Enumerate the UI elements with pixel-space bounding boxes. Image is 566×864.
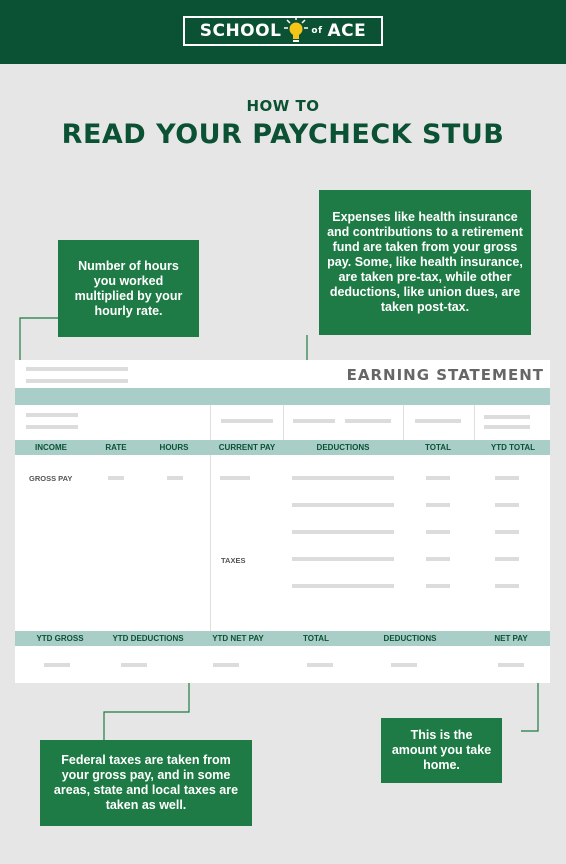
col-income: INCOME [35, 443, 67, 452]
col-footer-total: TOTAL [303, 634, 329, 643]
callout-taxes: Federal taxes are taken from your gross pay, and in some areas, state and local taxes are taken as well. [40, 740, 252, 826]
col-total: TOTAL [425, 443, 451, 452]
logo-of: of [311, 26, 323, 36]
stub-title: EARNING STATEMENT [346, 366, 544, 384]
footer-header-bar [15, 631, 550, 646]
col-ytd-deductions: YTD DEDUCTIONS [112, 634, 184, 643]
col-hours: HOURS [159, 443, 189, 452]
logo-ace: ACE [327, 21, 367, 41]
logo-school: SCHOOL [199, 21, 282, 41]
column-header-bar [15, 440, 550, 455]
callout-hours: Number of hours you worked multiplied by your hourly rate. [58, 240, 199, 337]
subtitle: HOW TO [246, 97, 320, 115]
col-footer-deductions: DEDUCTIONS [383, 634, 437, 643]
col-net-pay: NET PAY [494, 634, 528, 643]
col-deductions: DEDUCTIONS [316, 443, 370, 452]
callout-deductions: Expenses like health insurance and contributions to a retirement fund are taken from your gross pay. Some, like health insurance, are taken pre-tax, while other deductions, like union dues, are taken post-tax. [319, 190, 531, 335]
gross-pay-label: GROSS PAY [29, 474, 73, 483]
callout-net-pay: This is the amount you take home. [381, 718, 502, 783]
taxes-label: TAXES [221, 556, 246, 565]
top-band [15, 388, 550, 405]
col-ytd-gross: YTD GROSS [36, 634, 84, 643]
col-rate: RATE [105, 443, 127, 452]
col-ytd-total: YTD TOTAL [490, 443, 536, 452]
page-title: READ YOUR PAYCHECK STUB [61, 119, 505, 150]
col-ytd-net-pay: YTD NET PAY [212, 634, 264, 643]
col-current-pay: CURRENT PAY [218, 443, 276, 452]
earning-statement-stub [15, 360, 550, 683]
